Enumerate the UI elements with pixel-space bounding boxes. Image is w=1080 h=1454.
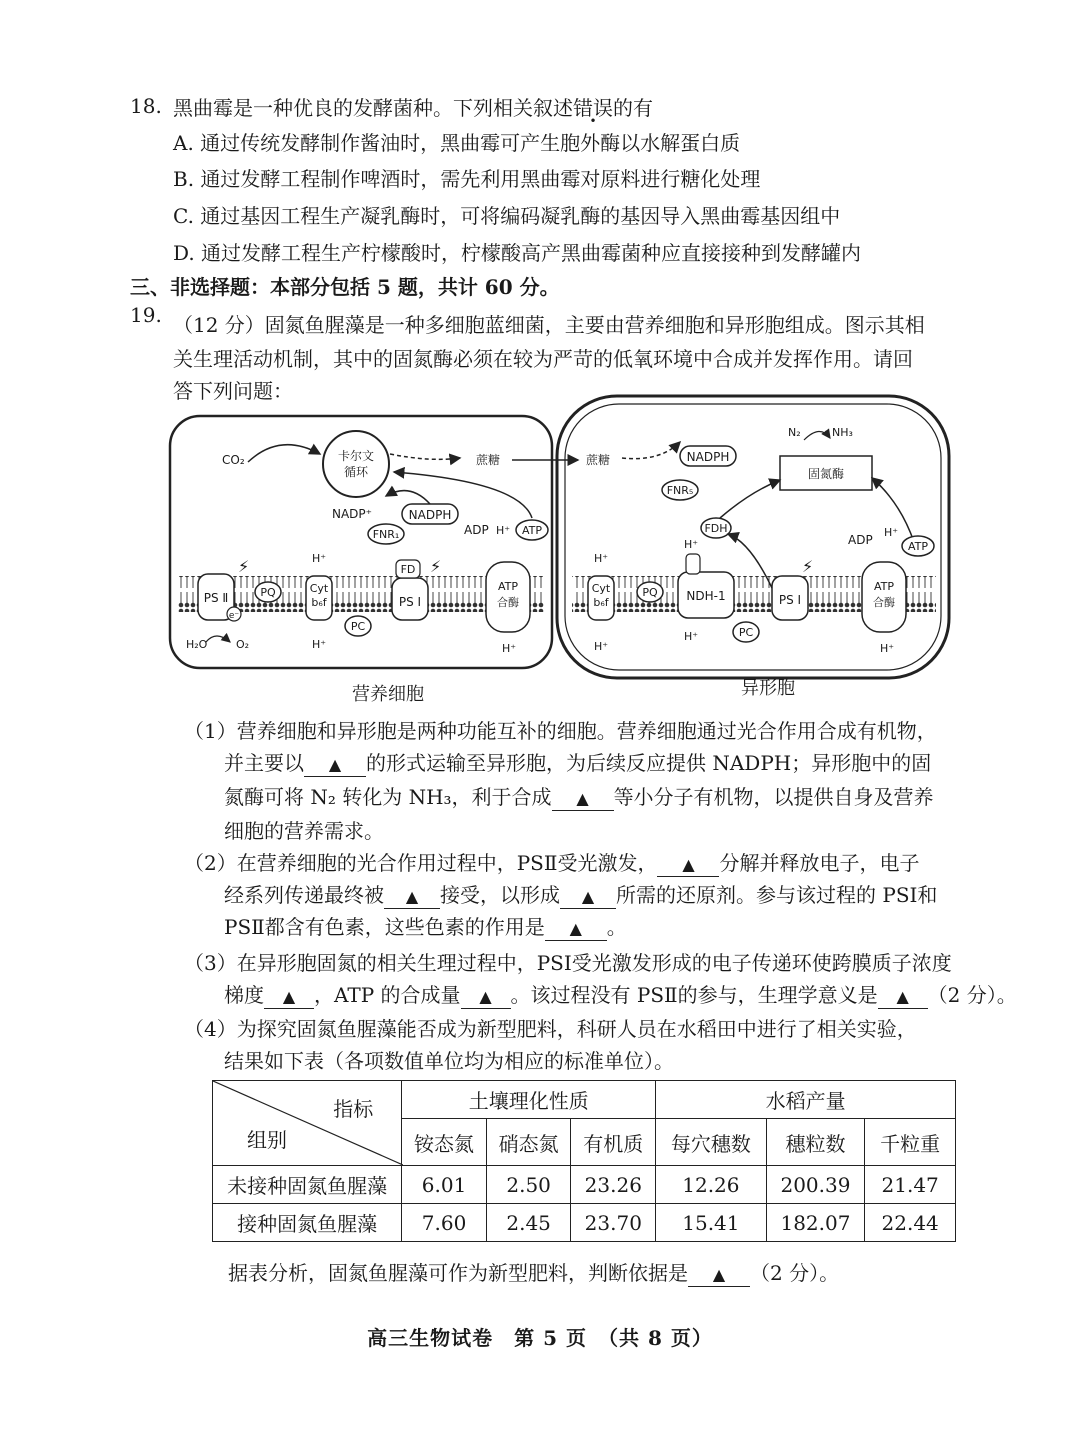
table-cell: 6.01: [402, 1166, 487, 1204]
table-row: [213, 1166, 956, 1204]
answer-blank-6[interactable]: ▲: [545, 918, 607, 941]
svg-text:⚡: ⚡: [430, 557, 442, 576]
svg-text:⚡: ⚡: [802, 557, 814, 576]
sub4-line1: （4）为探究固氮鱼腥藻能否成为新型肥料，科研人员在水稻田中进行了相关实验，: [184, 1017, 917, 1041]
sub3-line2-a: 梯度: [224, 983, 264, 1007]
table-cell: 23.26: [571, 1166, 656, 1204]
table-cell: 200.39: [766, 1166, 865, 1204]
hplus-label-10: H⁺: [880, 642, 895, 655]
hplus-label-4: H⁺: [502, 642, 517, 655]
q18-stem-emphasis: 错误: [573, 96, 613, 120]
adp-label-1: ADP: [464, 523, 489, 537]
adp-label-2: ADP: [848, 533, 873, 547]
calvin-label-2: 循环: [343, 465, 369, 479]
atp-synthase-label-4: 合酶: [873, 596, 895, 609]
column-header: 有机质: [571, 1119, 656, 1166]
table-cell: 15.41: [656, 1204, 766, 1242]
sucrose-label-2: 蔗糖: [586, 453, 611, 467]
q18-option-b: B. 通过发酵工程制作啤酒时，需先利用黑曲霉对原料进行糖化处理: [173, 167, 761, 191]
sub1-line1: （1）营养细胞和异形胞是两种功能互补的细胞。营养细胞通过光合作用合成有机物，: [184, 719, 937, 743]
vegetative-cell-caption: 营养细胞: [352, 684, 424, 705]
q18-number: 18.: [130, 94, 162, 118]
column-header: 铵态氮: [402, 1119, 487, 1166]
sub1-line2: [224, 750, 931, 777]
atp-synthase-label-3: ATP: [873, 580, 895, 593]
fnr-label-1: FNR₁: [372, 528, 400, 541]
sub3-line2-b: ，ATP 的合成量: [314, 983, 461, 1007]
table-cell: 21.47: [865, 1166, 956, 1204]
corner-top-label: 指标: [333, 1097, 374, 1121]
row-label: 未接种固氮鱼腥藻: [213, 1166, 402, 1204]
pq-label-1: PQ: [260, 586, 276, 599]
calvin-cycle: [323, 431, 389, 497]
sub2-line3-b: 。: [606, 915, 627, 939]
q19-intro-3: 答下列问题：: [173, 379, 293, 403]
sub2-line2-c: 所需的还原剂。参与该过程的 PSⅠ和: [616, 883, 938, 907]
answer-blank-3[interactable]: ▲: [657, 854, 719, 877]
sub3-line2: [224, 982, 1017, 1009]
fd-label: FD: [400, 563, 416, 576]
sub2-line3-a: PSⅡ都含有色素，这些色素的作用是: [224, 915, 545, 939]
answer-blank-7[interactable]: ▲: [264, 986, 314, 1009]
sub1-line3-b: 等小分子有机物，以提供自身及营养: [613, 785, 934, 809]
q18-stem-text: 黑曲霉是一种优良的发酵菌种。下列相关叙述: [173, 96, 573, 120]
cyt-label-2: b₆f: [311, 596, 327, 609]
q18-stem-end: 的有: [613, 96, 653, 120]
q19-intro-2: 关生理活动机制，其中的固氮酶必须在较为严苛的低氧环境中合成并发挥作用。请回: [173, 347, 913, 371]
sub2-line3: [224, 914, 627, 941]
svg-text:⚡: ⚡: [238, 557, 250, 576]
corner-bottom-label: 组别: [247, 1128, 287, 1152]
pq-label-2: PQ: [642, 586, 658, 599]
conclusion-text-a: 据表分析，固氮鱼腥藻可作为新型肥料，判断依据是: [228, 1261, 688, 1285]
q18-option-c: C. 通过基因工程生产凝乳酶时，可将编码凝乳酶的基因导入黑曲霉基因组中: [173, 204, 841, 228]
pc-label-1: PC: [350, 620, 366, 633]
sub1-line2-b: 的形式运输至异形胞，为后续反应提供 NADPH；异形胞中的固: [366, 751, 932, 775]
ndh-label: NDH-1: [686, 589, 726, 603]
table-cell: 7.60: [402, 1204, 487, 1242]
table-cell: 182.07: [766, 1204, 865, 1242]
row-label: 接种固氮鱼腥藻: [213, 1204, 402, 1242]
hplus-label-1: H⁺: [496, 524, 511, 537]
results-table: [212, 1080, 956, 1242]
fdh-label: FDH: [704, 522, 728, 535]
atp-label-2: ATP: [907, 540, 929, 553]
electron-label: e⁻: [228, 611, 240, 621]
sub3-line2-d: （2 分）。: [927, 983, 1017, 1007]
column-header: 穗粒数: [766, 1119, 865, 1166]
o2-label: O₂: [236, 638, 250, 651]
sub2-line1: [184, 850, 919, 877]
answer-blank-2[interactable]: ▲: [552, 788, 614, 811]
sub4-line2: 结果如下表（各项数值单位均为相应的标准单位）。: [224, 1049, 674, 1073]
sub1-line3: [224, 784, 934, 811]
q18-option-d: D. 通过发酵工程生产柠檬酸时，柠檬酸高产黑曲霉菌种应直接接种到发酵罐内: [173, 241, 862, 265]
nadph-label-1: NADPH: [408, 508, 452, 522]
hplus-label-9: H⁺: [684, 630, 699, 643]
page-footer: 高三生物试卷 第 5 页 （共 8 页）: [367, 1326, 713, 1350]
answer-blank-1[interactable]: ▲: [304, 754, 366, 777]
hplus-label-2: H⁺: [312, 552, 327, 565]
q19-intro-1: （12 分）固氮鱼腥藻是一种多细胞蓝细菌，主要由营养细胞和异形胞组成。图示其相: [173, 313, 925, 337]
table-cell: 2.50: [486, 1166, 571, 1204]
table-cell: 12.26: [656, 1166, 766, 1204]
conclusion-text-b: （2 分）。: [750, 1261, 840, 1285]
atp-synthase-label-1: ATP: [497, 580, 519, 593]
q18-option-a: A. 通过传统发酵制作酱油时，黑曲霉可产生胞外酶以水解蛋白质: [173, 131, 741, 155]
atp-label-1: ATP: [521, 524, 543, 537]
pc-label-2: PC: [738, 626, 754, 639]
n2-label: N₂: [788, 426, 801, 439]
conclusion-line: [228, 1260, 839, 1287]
answer-blank-4[interactable]: ▲: [384, 886, 440, 909]
table-corner-cell: [213, 1081, 402, 1166]
answer-blank-10[interactable]: ▲: [688, 1264, 750, 1287]
fnr-label-2: FNR₅: [666, 484, 694, 497]
heterocyst-caption: 异形胞: [741, 678, 795, 699]
group-header-soil: 土壤理化性质: [402, 1081, 656, 1119]
h2o-label: H₂O: [186, 638, 208, 651]
sub2-line2: [224, 882, 937, 909]
sub2-line2-b: 接受，以形成: [440, 883, 560, 907]
ps1-label-1: PS Ⅰ: [398, 595, 422, 609]
section-3-heading: 三、非选择题：本部分包括 5 题，共计 60 分。: [130, 275, 560, 299]
sub2-line2-a: 经系列传递最终被: [224, 883, 384, 907]
column-header: 千粒重: [865, 1119, 956, 1166]
cyt-label-3: Cyt: [591, 582, 611, 595]
hplus-label-8: H⁺: [684, 538, 699, 551]
table-row: [213, 1204, 956, 1242]
nitrogenase-label: 固氮酶: [807, 467, 845, 481]
ps2-label: PS Ⅱ: [203, 591, 229, 605]
nh3-label: NH₃: [832, 426, 853, 439]
q18-stem: [173, 95, 653, 121]
sub1-line2-a: 并主要以: [224, 751, 304, 775]
table-cell: 2.45: [486, 1204, 571, 1242]
sub2-line1-a: （2）在营养细胞的光合作用过程中，PSⅡ受光激发，: [184, 851, 658, 875]
sucrose-label-1: 蔗糖: [476, 453, 501, 467]
sub2-line1-b: 分解并释放电子，电子: [719, 851, 920, 875]
nadp-plus-label: NADP⁺: [332, 507, 372, 521]
hplus-label-6: H⁺: [594, 552, 609, 565]
sub3-line1: （3）在异形胞固氮的相关生理过程中，PSⅠ受光激发形成的电子传递环使跨膜质子浓度: [184, 951, 952, 975]
hplus-label-3: H⁺: [312, 638, 327, 651]
calvin-label-1: 卡尔文: [337, 449, 375, 463]
ps1-label-2: PS Ⅰ: [778, 593, 802, 607]
group-header-yield: 水稻产量: [656, 1081, 956, 1119]
cyt-label-1: Cyt: [309, 582, 329, 595]
answer-blank-8[interactable]: ▲: [461, 986, 511, 1009]
nadph-label-2: NADPH: [686, 450, 730, 464]
sub1-line4: 细胞的营养需求。: [224, 819, 384, 843]
answer-blank-9[interactable]: ▲: [878, 986, 928, 1009]
column-header: 每穴穗数: [656, 1119, 766, 1166]
column-header: 硝态氮: [486, 1119, 571, 1166]
co2-label: CO₂: [222, 453, 245, 467]
q19-number: 19.: [130, 303, 162, 327]
nitrogen-fixation-diagram: [160, 392, 960, 710]
cyt-label-4: b₆f: [593, 596, 609, 609]
sub1-line3-a: 氮酶可将 N₂ 转化为 NH₃，利于合成: [224, 785, 552, 809]
atp-synthase-label-2: 合酶: [497, 596, 519, 609]
answer-blank-5[interactable]: ▲: [560, 886, 616, 909]
table-cell: 22.44: [865, 1204, 956, 1242]
table-cell: 23.70: [571, 1204, 656, 1242]
hplus-label-7: H⁺: [594, 640, 609, 653]
sub3-line2-c: 。该过程没有 PSⅡ的参与，生理学意义是: [510, 983, 878, 1007]
hplus-label-5: H⁺: [884, 526, 899, 539]
